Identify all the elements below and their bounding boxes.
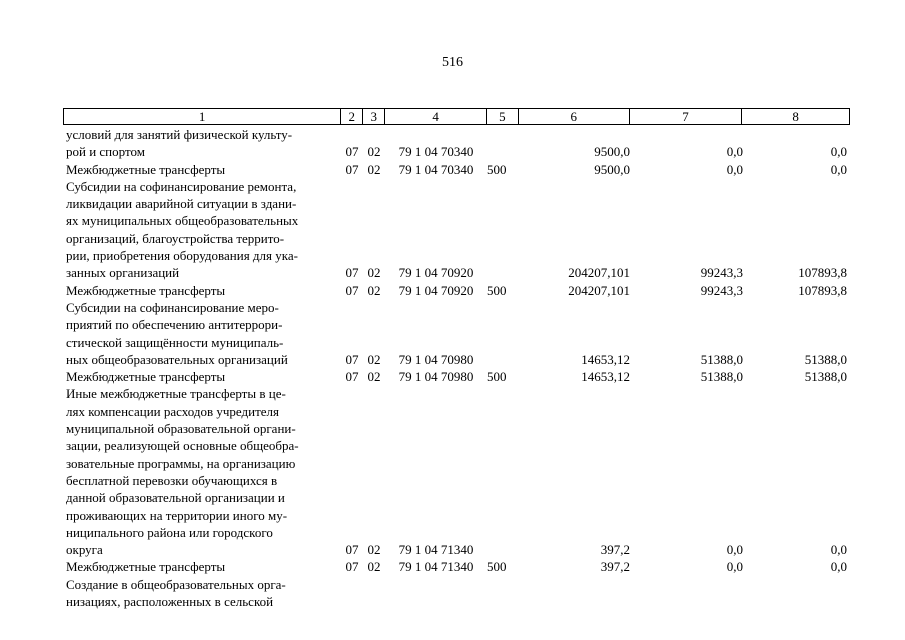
row-name-line: зации, реализующей основные общеобра- [66, 438, 299, 454]
row-name-line: лях компенсации расходов учредителя [66, 403, 279, 419]
cell-c7: 0,0 [726, 161, 743, 177]
header-cell-5: 5 [487, 109, 519, 124]
row-name-line: Межбюджетные трансферты [66, 559, 226, 575]
row-name-line: организаций, благоустройства террито- [66, 230, 285, 246]
row-name-line: Субсидии на софинансирование меро- [66, 299, 279, 315]
cell-c7: 99243,3 [700, 265, 743, 281]
header-cell-6: 6 [519, 109, 630, 124]
cell-c2: 07 [345, 351, 359, 367]
row-name [63, 576, 341, 611]
table-row [63, 126, 850, 161]
row-name-line: приятий по обеспечению антитеррори- [66, 317, 283, 333]
row-name-line: ниципального района или городского [66, 524, 273, 540]
row-name-line: Создание в общеобразовательных орга- [66, 576, 286, 592]
cell-c3: 02 [367, 144, 381, 160]
header-cell-2: 2 [341, 109, 363, 124]
table-header [63, 108, 850, 125]
cell-c8: 0,0 [830, 559, 847, 575]
table-body [63, 126, 850, 610]
header-cell-4: 4 [385, 109, 487, 124]
cell-c8: 0,0 [830, 161, 847, 177]
table-row [63, 385, 850, 558]
row-name-line: округа [66, 542, 103, 558]
cell-c7: 0,0 [726, 144, 743, 160]
cell-c4: 79 1 04 70920 [398, 265, 474, 281]
cell-c4: 79 1 04 71340 [398, 542, 474, 558]
cell-c3: 02 [367, 559, 381, 575]
row-name-line: занных организаций [66, 265, 180, 281]
cell-c2: 07 [345, 161, 359, 177]
cell-c3: 02 [367, 369, 381, 385]
table-row [63, 178, 850, 282]
row-name-line: условий для занятий физической культу- [66, 127, 293, 142]
row-name-line: данной образовательной организации и [66, 490, 285, 506]
cell-c8: 51388,0 [804, 351, 847, 367]
cell-c8: 0,0 [830, 144, 847, 160]
row-name [63, 368, 341, 385]
cell-c2: 07 [345, 559, 359, 575]
cell-c7: 0,0 [726, 559, 743, 575]
cell-c7: 0,0 [726, 542, 743, 558]
cell-c7: 51388,0 [700, 351, 743, 367]
cell-c6: 14653,12 [581, 369, 630, 385]
row-name-line: ях муниципальных общеобразовательных [66, 213, 299, 229]
cell-c6: 9500,0 [594, 161, 630, 177]
cell-c7: 51388,0 [700, 369, 743, 385]
cell-c5: 500 [487, 369, 507, 385]
table-row [63, 576, 850, 611]
table-row [63, 282, 850, 299]
cell-c4: 79 1 04 71340 [398, 559, 474, 575]
row-name-line: стической защищённости муниципаль- [66, 334, 284, 350]
cell-c3: 02 [367, 351, 381, 367]
cell-c8: 0,0 [830, 542, 847, 558]
cell-c6: 14653,12 [581, 351, 630, 367]
row-name [63, 299, 341, 368]
row-name-line: Межбюджетные трансферты [66, 282, 226, 298]
table-row [63, 299, 850, 368]
cell-c6: 9500,0 [594, 144, 630, 160]
header-cell-1: 1 [64, 109, 341, 124]
cell-c3: 02 [367, 161, 381, 177]
cell-c6: 204207,101 [568, 282, 630, 298]
row-name-line: Иные межбюджетные трансферты в це- [66, 386, 286, 402]
row-name-line: Межбюджетные трансферты [66, 369, 226, 385]
cell-c3: 02 [367, 265, 381, 281]
cell-c2: 07 [345, 144, 359, 160]
row-name [63, 385, 341, 558]
cell-c4: 79 1 04 70340 [398, 161, 474, 177]
table-row [63, 161, 850, 178]
cell-c6: 204207,101 [568, 265, 630, 281]
cell-c2: 07 [345, 369, 359, 385]
cell-c4: 79 1 04 70340 [398, 144, 474, 160]
row-name [63, 558, 341, 575]
row-name [63, 126, 341, 161]
header-cell-3: 3 [363, 109, 385, 124]
cell-c6: 397,2 [600, 559, 630, 575]
row-name-line: Межбюджетные трансферты [66, 161, 226, 177]
table-row [63, 558, 850, 575]
cell-c8: 51388,0 [804, 369, 847, 385]
row-name-line: ликвидации аварийной ситуации в здани- [66, 196, 297, 212]
cell-c4: 79 1 04 70920 [398, 282, 474, 298]
cell-c3: 02 [367, 282, 381, 298]
cell-c4: 79 1 04 70980 [398, 369, 474, 385]
page-number: 516 [442, 55, 463, 70]
header-cell-8: 8 [792, 109, 799, 124]
row-name-line: проживающих на территории иного му- [66, 507, 288, 523]
row-name-line: рии, приобретения оборудования для ука- [66, 248, 298, 264]
row-name-line: бесплатной перевозки обучающихся в [66, 472, 278, 488]
cell-c2: 07 [345, 282, 359, 298]
cell-c6: 397,2 [600, 542, 630, 558]
cell-c7: 99243,3 [700, 282, 743, 298]
cell-c5: 500 [487, 559, 507, 575]
row-name [63, 161, 341, 178]
cell-c8: 107893,8 [798, 282, 847, 298]
row-name-line: зовательные программы, на организацию [66, 455, 296, 471]
header-cell-7: 7 [630, 109, 743, 124]
row-name-line: рой и спортом [66, 144, 145, 160]
row-name-line: муниципальной образовательной органи- [66, 421, 296, 437]
cell-c5: 500 [487, 282, 507, 298]
cell-c2: 07 [345, 265, 359, 281]
cell-c4: 79 1 04 70980 [398, 351, 474, 367]
row-name [63, 178, 341, 282]
table-row [63, 368, 850, 385]
row-name-line: ных общеобразовательных организаций [66, 351, 288, 367]
row-name [63, 282, 341, 299]
cell-c2: 07 [345, 542, 359, 558]
cell-c5: 500 [487, 161, 507, 177]
row-name-line: Субсидии на софинансирование ремонта, [66, 178, 297, 194]
cell-c8: 107893,8 [798, 265, 847, 281]
cell-c3: 02 [367, 542, 381, 558]
row-name-line: низациях, расположенных в сельской [66, 594, 274, 610]
